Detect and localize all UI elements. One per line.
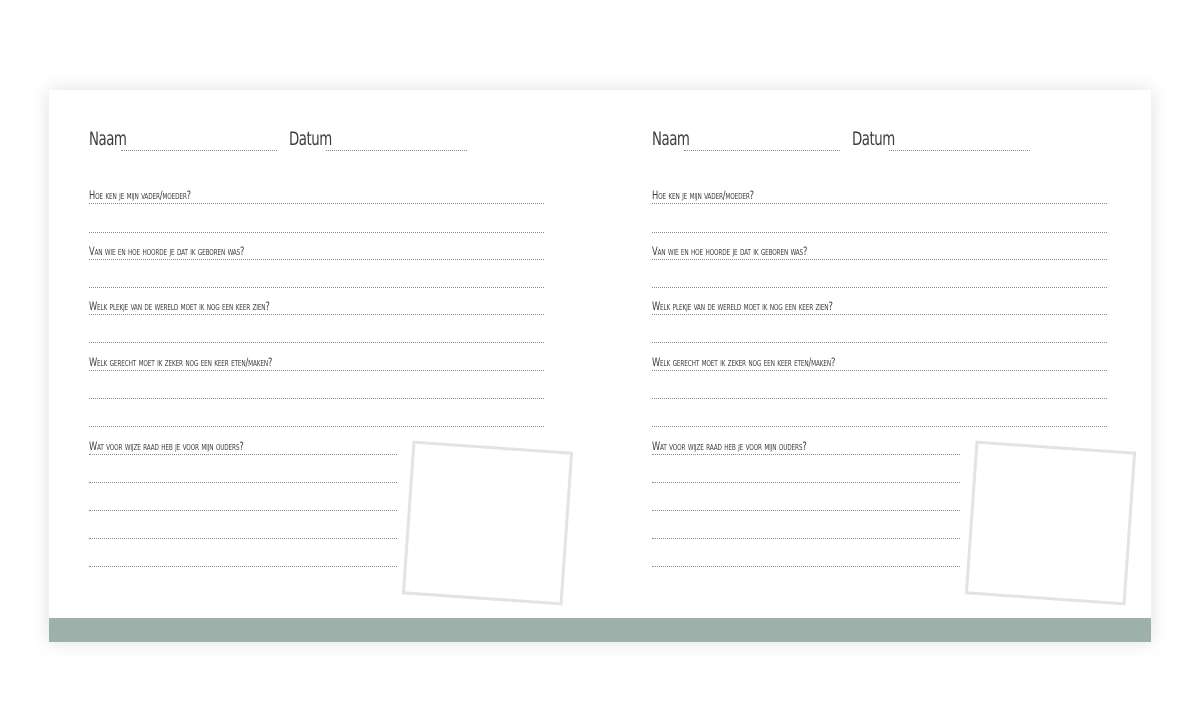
answer-line[interactable] [89,510,397,511]
question-1: Hoe ken je mijn vader/moeder? [652,188,754,202]
name-label: Naam [89,128,127,150]
photo-frame[interactable] [965,441,1136,606]
date-label: Datum [852,128,895,150]
name-line[interactable] [684,150,840,151]
answer-line[interactable] [652,454,960,455]
left-page [49,90,600,618]
answer-line[interactable] [652,342,1107,343]
question-3: Welk plekje van de wereld moet ik nog een keer zien? [89,299,270,313]
guestbook-spread [49,90,1151,642]
answer-line[interactable] [652,482,960,483]
footer-band [49,618,1151,642]
name-line[interactable] [121,150,277,151]
answer-line[interactable] [89,426,544,427]
answer-line[interactable] [89,370,544,371]
answer-line[interactable] [89,538,397,539]
answer-line[interactable] [89,398,544,399]
answer-line[interactable] [652,314,1107,315]
answer-line[interactable] [652,203,1107,204]
answer-line[interactable] [89,259,544,260]
photo-frame[interactable] [402,441,573,606]
answer-line[interactable] [652,538,960,539]
answer-line[interactable] [652,510,960,511]
question-5: Wat voor wijze raad heb je voor mijn ouders? [89,439,244,453]
date-line[interactable] [326,150,467,151]
right-page [612,90,1163,618]
name-label: Naam [652,128,690,150]
answer-line[interactable] [89,482,397,483]
answer-line[interactable] [652,232,1107,233]
question-3: Welk plekje van de wereld moet ik nog een keer zien? [652,299,833,313]
answer-line[interactable] [89,232,544,233]
question-1: Hoe ken je mijn vader/moeder? [89,188,191,202]
date-line[interactable] [889,150,1030,151]
answer-line[interactable] [89,566,397,567]
answer-line[interactable] [89,287,544,288]
answer-line[interactable] [89,314,544,315]
answer-line[interactable] [652,287,1107,288]
answer-line[interactable] [652,426,1107,427]
answer-line[interactable] [652,566,960,567]
question-5: Wat voor wijze raad heb je voor mijn ouders? [652,439,807,453]
answer-line[interactable] [652,398,1107,399]
answer-line[interactable] [89,342,544,343]
question-2: Van wie en hoe hoorde je dat ik geboren was? [652,244,808,258]
date-label: Datum [289,128,332,150]
question-2: Van wie en hoe hoorde je dat ik geboren was? [89,244,245,258]
question-4: Welk gerecht moet ik zeker nog een keer eten/maken? [652,355,836,369]
answer-line[interactable] [89,203,544,204]
answer-line[interactable] [89,454,397,455]
question-4: Welk gerecht moet ik zeker nog een keer eten/maken? [89,355,273,369]
answer-line[interactable] [652,370,1107,371]
answer-line[interactable] [652,259,1107,260]
